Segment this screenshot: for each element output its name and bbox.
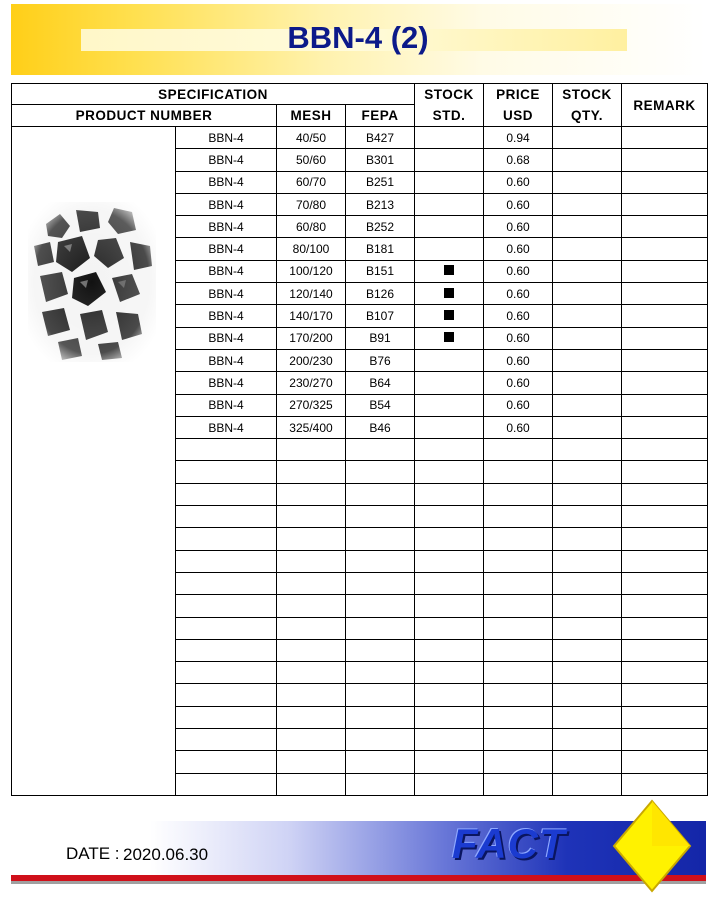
cell-stock-std: [415, 216, 484, 238]
cell-fepa: [346, 572, 415, 594]
cell-remark: [622, 327, 708, 349]
cell-stock-qty: [553, 550, 622, 572]
black-square-icon: [444, 310, 454, 320]
price-table: [11, 83, 708, 796]
cell-product: BBN-4: [176, 193, 277, 215]
cell-price: 0.60: [484, 216, 553, 238]
cell-stock-std: [415, 327, 484, 349]
cell-stock-qty: [553, 372, 622, 394]
cell-product: [176, 617, 277, 639]
cell-price: 0.60: [484, 327, 553, 349]
cell-stock-std: [415, 461, 484, 483]
cell-fepa: [346, 751, 415, 773]
cell-product: BBN-4: [176, 216, 277, 238]
cell-stock-std: [415, 617, 484, 639]
cell-stock-std: [415, 305, 484, 327]
cell-product: BBN-4: [176, 171, 277, 193]
cell-stock-std: [415, 595, 484, 617]
fepa-header: FEPA: [346, 105, 415, 127]
cell-remark: [622, 729, 708, 751]
cell-stock-std: [415, 684, 484, 706]
cell-mesh: [277, 483, 346, 505]
cell-stock-std: [415, 572, 484, 594]
cell-fepa: B64: [346, 372, 415, 394]
cell-remark: [622, 617, 708, 639]
black-square-icon: [444, 288, 454, 298]
cell-mesh: 120/140: [277, 283, 346, 305]
cell-mesh: [277, 639, 346, 661]
cell-product: BBN-4: [176, 327, 277, 349]
fact-logo: FACT: [452, 820, 566, 867]
black-square-icon: [444, 332, 454, 342]
cell-stock-qty: [553, 260, 622, 282]
yellow-diamond-icon: [610, 797, 694, 895]
cell-remark: [622, 751, 708, 773]
cell-stock-std: [415, 729, 484, 751]
price-header-line1: PRICE: [496, 87, 540, 102]
cell-mesh: 200/230: [277, 349, 346, 371]
cell-fepa: [346, 773, 415, 795]
cell-mesh: [277, 506, 346, 528]
cell-stock-qty: [553, 528, 622, 550]
cell-stock-std: [415, 349, 484, 371]
cell-product: BBN-4: [176, 238, 277, 260]
cell-remark: [622, 528, 708, 550]
cell-price: [484, 662, 553, 684]
cell-stock-qty: [553, 461, 622, 483]
cell-stock-std: [415, 260, 484, 282]
cell-mesh: [277, 461, 346, 483]
cell-stock-qty: [553, 483, 622, 505]
cell-mesh: 60/80: [277, 216, 346, 238]
cell-fepa: [346, 506, 415, 528]
cell-price: [484, 773, 553, 795]
cell-fepa: [346, 461, 415, 483]
cell-mesh: 40/50: [277, 127, 346, 149]
cell-remark: [622, 193, 708, 215]
cell-stock-std: [415, 439, 484, 461]
cell-product: BBN-4: [176, 260, 277, 282]
cell-price: [484, 639, 553, 661]
cell-product: BBN-4: [176, 149, 277, 171]
cell-price: [484, 528, 553, 550]
cell-remark: [622, 595, 708, 617]
cell-fepa: [346, 617, 415, 639]
footer-grey-line: [11, 881, 706, 884]
cell-price: 0.60: [484, 260, 553, 282]
cell-fepa: B76: [346, 349, 415, 371]
cell-stock-qty: [553, 127, 622, 149]
cell-price: 0.60: [484, 193, 553, 215]
cell-mesh: [277, 751, 346, 773]
cell-product: [176, 439, 277, 461]
cell-remark: [622, 662, 708, 684]
cell-fepa: [346, 639, 415, 661]
cell-product: [176, 572, 277, 594]
cell-price: [484, 439, 553, 461]
cell-remark: [622, 260, 708, 282]
price-header-line2: USD: [503, 108, 534, 123]
cell-fepa: B252: [346, 216, 415, 238]
cell-price: 0.60: [484, 305, 553, 327]
cell-product: [176, 639, 277, 661]
cell-stock-std: [415, 171, 484, 193]
cell-stock-std: [415, 506, 484, 528]
cell-mesh: [277, 595, 346, 617]
cell-remark: [622, 483, 708, 505]
cell-product: [176, 483, 277, 505]
product-grit-photo: [28, 202, 156, 362]
stock-qty-header-line2: QTY.: [571, 108, 604, 123]
cell-stock-qty: [553, 617, 622, 639]
cell-mesh: 50/60: [277, 149, 346, 171]
cell-product: [176, 550, 277, 572]
black-square-icon: [444, 265, 454, 275]
cell-mesh: [277, 706, 346, 728]
specification-header: SPECIFICATION: [12, 84, 415, 105]
cell-stock-qty: [553, 439, 622, 461]
cell-stock-qty: [553, 171, 622, 193]
cell-mesh: [277, 617, 346, 639]
cell-fepa: B251: [346, 171, 415, 193]
cell-stock-qty: [553, 394, 622, 416]
cell-mesh: [277, 684, 346, 706]
cell-stock-qty: [553, 751, 622, 773]
cell-price: 0.60: [484, 349, 553, 371]
cell-price: [484, 506, 553, 528]
cell-mesh: [277, 662, 346, 684]
cell-fepa: [346, 439, 415, 461]
cell-fepa: B126: [346, 283, 415, 305]
cell-price: 0.60: [484, 171, 553, 193]
cell-product: BBN-4: [176, 349, 277, 371]
cell-mesh: 80/100: [277, 238, 346, 260]
cell-stock-qty: [553, 572, 622, 594]
cell-product: BBN-4: [176, 372, 277, 394]
cell-price: [484, 684, 553, 706]
cell-fepa: [346, 595, 415, 617]
cell-stock-qty: [553, 238, 622, 260]
cell-fepa: [346, 729, 415, 751]
cell-stock-std: [415, 283, 484, 305]
cell-stock-std: [415, 550, 484, 572]
cell-price: [484, 729, 553, 751]
cell-remark: [622, 372, 708, 394]
cell-stock-qty: [553, 193, 622, 215]
cell-product: [176, 706, 277, 728]
cell-remark: [622, 283, 708, 305]
cell-stock-std: [415, 662, 484, 684]
cell-stock-qty: [553, 639, 622, 661]
cell-remark: [622, 216, 708, 238]
cell-product: [176, 751, 277, 773]
cell-stock-std: [415, 238, 484, 260]
cell-stock-qty: [553, 506, 622, 528]
cell-stock-qty: [553, 349, 622, 371]
cell-product: [176, 528, 277, 550]
cell-mesh: 140/170: [277, 305, 346, 327]
product-number-header: PRODUCT NUMBER: [12, 105, 277, 127]
cell-mesh: 70/80: [277, 193, 346, 215]
cell-remark: [622, 684, 708, 706]
cell-stock-std: [415, 639, 484, 661]
cell-price: [484, 617, 553, 639]
cell-remark: [622, 149, 708, 171]
cell-stock-std: [415, 127, 484, 149]
cell-mesh: 270/325: [277, 394, 346, 416]
cell-stock-qty: [553, 729, 622, 751]
cell-stock-qty: [553, 283, 622, 305]
cell-product: BBN-4: [176, 394, 277, 416]
cell-price: 0.60: [484, 283, 553, 305]
price-header: [484, 84, 553, 127]
date-value: 2020.06.30: [123, 845, 209, 864]
cell-product: [176, 773, 277, 795]
cell-fepa: B46: [346, 416, 415, 438]
cell-fepa: B427: [346, 127, 415, 149]
cell-remark: [622, 127, 708, 149]
cell-fepa: [346, 684, 415, 706]
cell-stock-std: [415, 372, 484, 394]
cell-price: 0.94: [484, 127, 553, 149]
cell-stock-std: [415, 193, 484, 215]
cell-price: [484, 461, 553, 483]
cell-stock-qty: [553, 149, 622, 171]
cell-stock-qty: [553, 662, 622, 684]
cell-fepa: [346, 550, 415, 572]
cell-mesh: [277, 773, 346, 795]
cell-stock-std: [415, 528, 484, 550]
page-title: BBN-4 (2): [287, 20, 429, 55]
cell-remark: [622, 416, 708, 438]
cell-fepa: B91: [346, 327, 415, 349]
cell-stock-std: [415, 773, 484, 795]
stock-std-header-line2: STD.: [432, 108, 466, 123]
cell-stock-std: [415, 149, 484, 171]
cell-mesh: 325/400: [277, 416, 346, 438]
cell-stock-std: [415, 706, 484, 728]
cell-fepa: [346, 483, 415, 505]
cell-stock-std: [415, 416, 484, 438]
cell-remark: [622, 439, 708, 461]
cell-product: [176, 595, 277, 617]
cell-product: [176, 506, 277, 528]
cell-fepa: [346, 706, 415, 728]
cell-product: BBN-4: [176, 127, 277, 149]
cell-mesh: 230/270: [277, 372, 346, 394]
cell-stock-qty: [553, 416, 622, 438]
cell-mesh: 100/120: [277, 260, 346, 282]
cell-stock-std: [415, 483, 484, 505]
cell-stock-qty: [553, 773, 622, 795]
cell-fepa: B107: [346, 305, 415, 327]
cell-product: [176, 461, 277, 483]
cell-product: BBN-4: [176, 283, 277, 305]
cell-price: [484, 751, 553, 773]
cell-fepa: [346, 662, 415, 684]
cell-remark: [622, 305, 708, 327]
cell-stock-std: [415, 751, 484, 773]
cell-fepa: B181: [346, 238, 415, 260]
cell-fepa: B54: [346, 394, 415, 416]
cell-mesh: 170/200: [277, 327, 346, 349]
stock-qty-header-line1: STOCK: [562, 87, 612, 102]
cell-price: [484, 483, 553, 505]
cell-remark: [622, 773, 708, 795]
cell-fepa: B213: [346, 193, 415, 215]
cell-remark: [622, 171, 708, 193]
cell-fepa: [346, 528, 415, 550]
cell-price: [484, 550, 553, 572]
cell-remark: [622, 394, 708, 416]
cell-price: 0.60: [484, 416, 553, 438]
cell-price: [484, 572, 553, 594]
cell-mesh: [277, 572, 346, 594]
cell-price: 0.68: [484, 149, 553, 171]
cell-stock-qty: [553, 706, 622, 728]
cell-mesh: [277, 439, 346, 461]
table-row: [12, 127, 708, 149]
cell-mesh: [277, 729, 346, 751]
cell-product: [176, 729, 277, 751]
stock-std-header-line1: STOCK: [424, 87, 474, 102]
cell-product: BBN-4: [176, 305, 277, 327]
date-label: DATE :: [66, 844, 120, 863]
cell-remark: [622, 706, 708, 728]
mesh-header: MESH: [277, 105, 346, 127]
cell-mesh: 60/70: [277, 171, 346, 193]
cell-stock-qty: [553, 595, 622, 617]
cell-price: 0.60: [484, 394, 553, 416]
cell-remark: [622, 639, 708, 661]
cell-product: BBN-4: [176, 416, 277, 438]
cell-remark: [622, 572, 708, 594]
cell-price: [484, 706, 553, 728]
cell-stock-qty: [553, 216, 622, 238]
cell-remark: [622, 550, 708, 572]
cell-price: [484, 595, 553, 617]
cell-product: [176, 662, 277, 684]
cell-fepa: B151: [346, 260, 415, 282]
cell-remark: [622, 506, 708, 528]
cell-stock-qty: [553, 327, 622, 349]
cell-remark: [622, 349, 708, 371]
cell-remark: [622, 461, 708, 483]
cell-fepa: B301: [346, 149, 415, 171]
stock-std-header: [415, 84, 484, 127]
cell-price: 0.60: [484, 372, 553, 394]
cell-remark: [622, 238, 708, 260]
cell-price: 0.60: [484, 238, 553, 260]
cell-stock-std: [415, 394, 484, 416]
cell-mesh: [277, 550, 346, 572]
cell-stock-qty: [553, 684, 622, 706]
cell-stock-qty: [553, 305, 622, 327]
cell-mesh: [277, 528, 346, 550]
remark-header: REMARK: [622, 84, 708, 127]
cell-product: [176, 684, 277, 706]
stock-qty-header: [553, 84, 622, 127]
